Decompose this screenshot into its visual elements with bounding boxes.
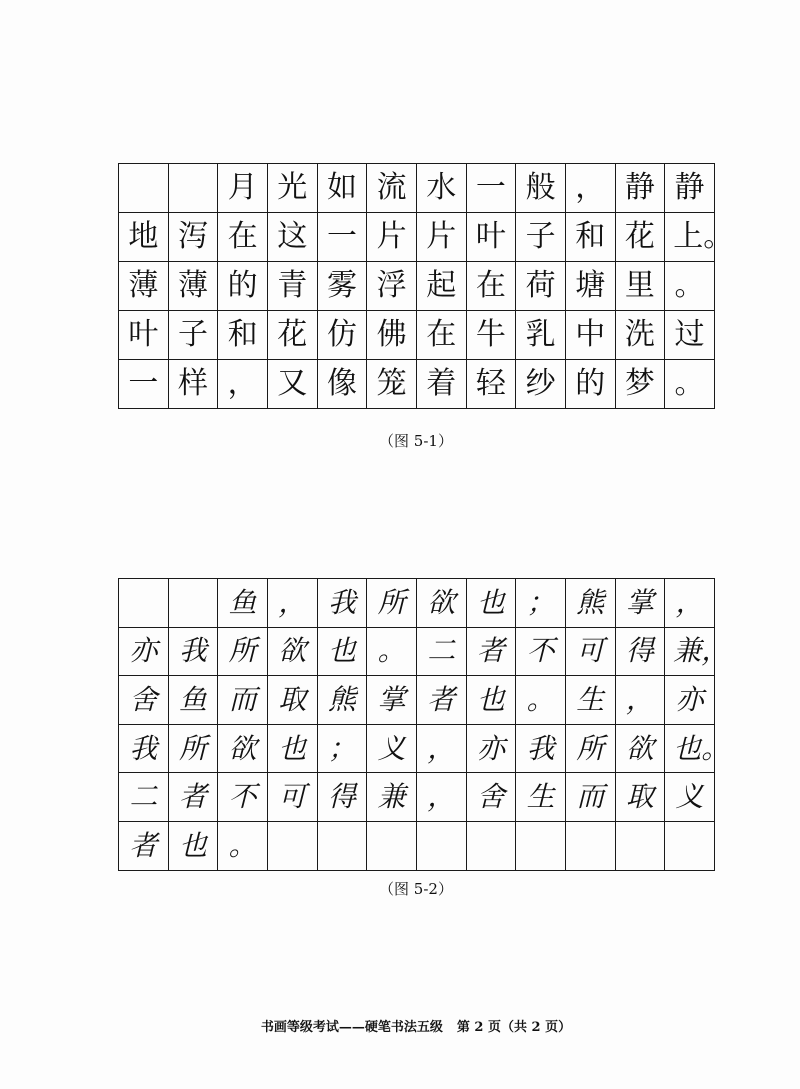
grid-cell: 流 [367, 164, 417, 213]
grid-cell: 乳 [516, 311, 566, 360]
grid-cell: 掌 [367, 676, 417, 725]
empty-grid-cell [317, 821, 367, 870]
grid-cell: 。 [218, 821, 268, 870]
grid-row [119, 579, 715, 628]
grid-cell: 兼 [367, 773, 417, 822]
grid-cell: 我 [516, 724, 566, 773]
grid-cell: 而 [565, 773, 615, 822]
grid-cell: 一 [317, 213, 367, 262]
grid-cell: 过 [665, 311, 715, 360]
grid-cell: 地 [119, 213, 169, 262]
calligraphy-grid-5-1 [118, 163, 734, 409]
grid-cell: 着 [416, 360, 466, 409]
grid-cell: 亦 [119, 627, 169, 676]
grid-cell: 所 [565, 724, 615, 773]
grid-cell: 青 [267, 262, 317, 311]
grid-cell: 静 [665, 164, 715, 213]
grid-cell: 牛 [466, 311, 516, 360]
empty-grid-cell [416, 821, 466, 870]
grid-cell: 梦 [615, 360, 665, 409]
grid-cell: 也 [168, 821, 218, 870]
grid-cell: 不 [218, 773, 268, 822]
grid-cell: 我 [119, 724, 169, 773]
grid-cell: 佛 [367, 311, 417, 360]
empty-grid-cell [119, 579, 169, 628]
grid-cell: 而 [218, 676, 268, 725]
empty-grid-cell [516, 821, 566, 870]
grid-cell: 片 [416, 213, 466, 262]
grid-cell: ； [516, 579, 566, 628]
grid-cell: 者 [466, 627, 516, 676]
grid-cell: 。 [665, 360, 715, 409]
grid-cell: 如 [317, 164, 367, 213]
grid-cell: ， [665, 579, 715, 628]
grid-cell: ， [615, 676, 665, 725]
grid-cell: 荷 [516, 262, 566, 311]
grid-cell: 和 [218, 311, 268, 360]
grid-cell: 纱 [516, 360, 566, 409]
grid-cell: 生 [516, 773, 566, 822]
grid-cell: 光 [267, 164, 317, 213]
footer-page-number: 第 2 页（共 2 页） [456, 1020, 572, 1035]
grid-cell: 可 [267, 773, 317, 822]
empty-grid-cell [168, 164, 218, 213]
grid-row [119, 676, 715, 725]
grid-cell: 也。 [665, 724, 715, 773]
grid-cell: 欲 [416, 579, 466, 628]
grid-cell: 雾 [317, 262, 367, 311]
grid-cell: 花 [267, 311, 317, 360]
grid-cell: 月 [218, 164, 268, 213]
footer-title: 书画等级考试——硬笔书法五级 [260, 1020, 443, 1035]
grid-cell: 舍 [119, 676, 169, 725]
grid-cell: 者 [168, 773, 218, 822]
grid-cell: 也 [267, 724, 317, 773]
grid-cell: 浮 [367, 262, 417, 311]
grid-cell: ， [565, 164, 615, 213]
grid-cell: 欲 [615, 724, 665, 773]
grid-cell: 我 [317, 579, 367, 628]
grid-cell: 取 [615, 773, 665, 822]
grid-row [119, 311, 715, 360]
empty-grid-cell [119, 164, 169, 213]
grid-cell: 片 [367, 213, 417, 262]
grid-cell: 泻 [168, 213, 218, 262]
grid-cell: 水 [416, 164, 466, 213]
grid-cell: 兼， [665, 627, 715, 676]
grid-cell: 像 [317, 360, 367, 409]
empty-grid-cell [615, 821, 665, 870]
figure-caption-5-2: （图 5-2） [379, 880, 453, 898]
calligraphy-grid-5-2 [118, 578, 730, 871]
empty-grid-cell [267, 821, 317, 870]
grid-cell: 二 [416, 627, 466, 676]
grid-row [119, 360, 715, 409]
grid-cell: 生 [565, 676, 615, 725]
grid-cell: 所 [218, 627, 268, 676]
grid-cell: 上。 [665, 213, 715, 262]
grid-row [119, 164, 715, 213]
grid-cell: 欲 [218, 724, 268, 773]
grid-cell: 者 [416, 676, 466, 725]
grid-cell: 叶 [466, 213, 516, 262]
page-footer [118, 1016, 714, 1035]
grid-cell: 塘 [565, 262, 615, 311]
grid-cell: 亦 [466, 724, 516, 773]
figure-caption-5-1: （图 5-1） [379, 432, 453, 450]
grid-cell: 。 [516, 676, 566, 725]
grid-cell: 在 [416, 311, 466, 360]
grid-cell: 中 [565, 311, 615, 360]
empty-grid-cell [466, 821, 516, 870]
grid-cell: 花 [615, 213, 665, 262]
grid-cell: 也 [466, 579, 516, 628]
grid-cell: 熊 [565, 579, 615, 628]
grid-cell: 。 [665, 262, 715, 311]
grid-cell: 和 [565, 213, 615, 262]
empty-grid-cell [565, 821, 615, 870]
grid-cell: 我 [168, 627, 218, 676]
grid-row [119, 724, 715, 773]
grid-cell: 掌 [615, 579, 665, 628]
grid-cell: 叶 [119, 311, 169, 360]
grid-row [119, 262, 715, 311]
grid-cell: 的 [565, 360, 615, 409]
grid-cell: 。 [367, 627, 417, 676]
grid-cell: 亦 [665, 676, 715, 725]
grid-cell: 得 [317, 773, 367, 822]
grid-cell: 所 [168, 724, 218, 773]
grid-cell: 得 [615, 627, 665, 676]
grid-cell: 起 [416, 262, 466, 311]
grid-cell: 又 [267, 360, 317, 409]
grid-cell: 仿 [317, 311, 367, 360]
grid-cell: 洗 [615, 311, 665, 360]
grid-cell: 鱼 [168, 676, 218, 725]
grid-row [119, 821, 715, 870]
grid-row [119, 627, 715, 676]
grid-cell: 者 [119, 821, 169, 870]
grid-row [119, 773, 715, 822]
grid-cell: 所 [367, 579, 417, 628]
empty-grid-cell [168, 579, 218, 628]
grid-cell: ， [416, 773, 466, 822]
grid-cell: 薄 [168, 262, 218, 311]
grid-cell: 样 [168, 360, 218, 409]
grid-cell: 鱼 [218, 579, 268, 628]
grid-cell: 轻 [466, 360, 516, 409]
grid-cell: 般 [516, 164, 566, 213]
grid-cell: 一 [119, 360, 169, 409]
empty-grid-cell [665, 821, 715, 870]
grid-cell: 里 [615, 262, 665, 311]
grid-cell: 也 [466, 676, 516, 725]
grid-cell: 在 [218, 213, 268, 262]
grid-cell: 可 [565, 627, 615, 676]
grid-cell: 二 [119, 773, 169, 822]
empty-grid-cell [367, 821, 417, 870]
grid-cell: 不 [516, 627, 566, 676]
grid-cell: 一 [466, 164, 516, 213]
grid-cell: 熊 [317, 676, 367, 725]
grid-cell: 也 [317, 627, 367, 676]
grid-cell: 义 [367, 724, 417, 773]
grid-cell: 笼 [367, 360, 417, 409]
grid-cell: 义 [665, 773, 715, 822]
grid-cell: ； [317, 724, 367, 773]
grid-cell: 取 [267, 676, 317, 725]
grid-cell: 子 [168, 311, 218, 360]
grid-cell: 在 [466, 262, 516, 311]
grid-cell: 这 [267, 213, 317, 262]
grid-cell: 薄 [119, 262, 169, 311]
grid-cell: 舍 [466, 773, 516, 822]
grid-cell: ， [416, 724, 466, 773]
grid-cell: 静 [615, 164, 665, 213]
grid-cell: 子 [516, 213, 566, 262]
grid-row [119, 213, 715, 262]
grid-cell: 欲 [267, 627, 317, 676]
grid-cell: ， [267, 579, 317, 628]
grid-cell: 的 [218, 262, 268, 311]
grid-cell: ， [218, 360, 268, 409]
